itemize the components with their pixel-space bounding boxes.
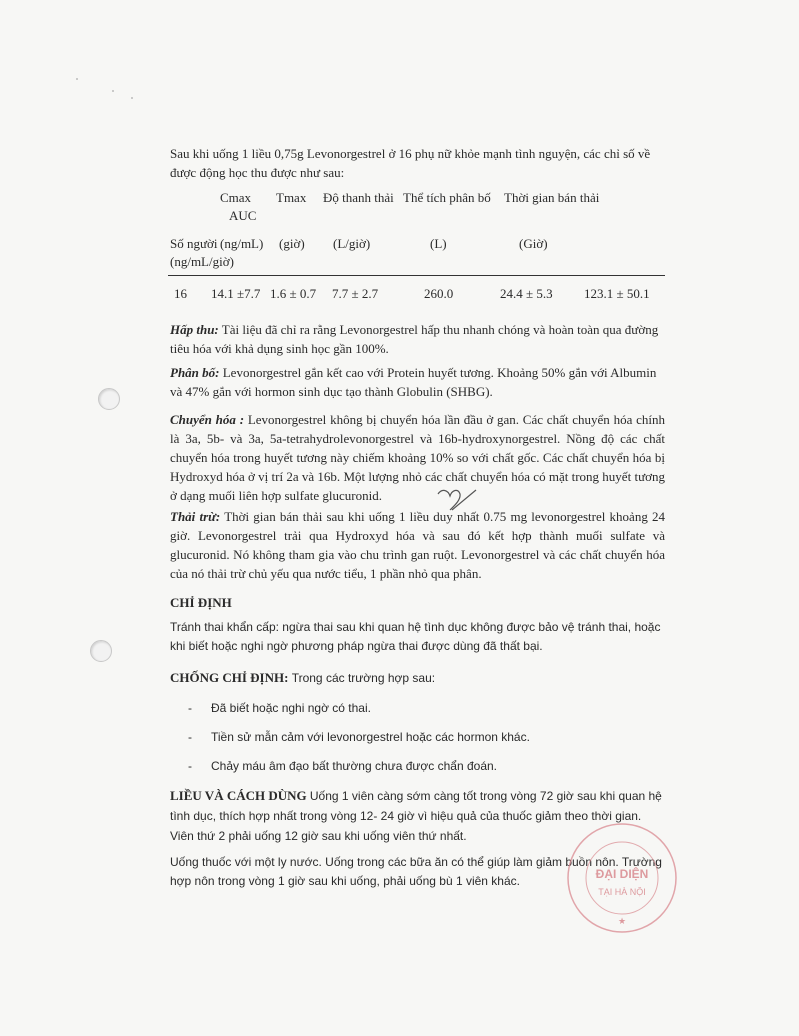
unit-volume: (L) [430,236,447,251]
bullet-marker: - [188,730,192,744]
distribution-text: Levonorgestrel gắn kết cao với Protein huyết tương. Khoảng 50% gắn với Albumin và 47% gắn với hormon sinh dục tạo thành Globulin (SHBG). [170,365,657,399]
header-auc: AUC [229,208,257,223]
office-stamp [556,818,686,936]
absorption-heading: Hấp thu: [170,322,219,337]
punch-hole [98,388,120,410]
contraindication-heading: CHỐNG CHỈ ĐỊNH: [170,670,289,685]
header-tmax: Tmax [276,190,307,205]
stamp-star-icon: ★ [617,917,627,927]
unit-tmax: (giờ) [279,236,305,251]
contraindication-item: Chảy máu âm đạo bất thường chưa được chẩn đoán. [211,759,498,773]
value-clearance: 7.7 ± 2.7 [332,286,379,301]
header-clearance: Độ thanh thải [323,190,394,205]
contraindication-item: Đã biết hoặc nghi ngờ có thai. [211,701,371,715]
value-auc: 123.1 ± 50.1 [584,286,650,301]
elimination-text: Thời gian bán thải sau khi uống 1 liều duy nhất 0.75 mg levonorgestrel khoảng 24 giờ. Levonorgestrel trải qua Hydroxyd hóa và sau đó kết hợp thành muối sulfate và glucuronid. Nó không tham gia vào chu trình gan ruột. Levonorgestrel và các chất chuyển hóa của nó thải trừ chủ yếu qua nước tiểu, 1 phần nhỏ qua phân. [170,509,665,581]
value-volume: 260.0 [424,286,454,301]
metabolism-section [170,410,665,505]
bullet-marker: - [188,759,192,773]
header-volume: Thể tích phân bố [403,190,491,205]
header-subjects: Số người [170,236,218,251]
dosage-heading: LIỀU VÀ CÁCH DÙNG [170,788,307,803]
unit-cmax: (ng/mL) [220,236,264,251]
absorption-section [170,320,665,358]
value-half-life: 24.4 ± 5.3 [500,286,553,301]
elimination-section [170,507,665,583]
unit-clearance: (L/giờ) [333,236,371,251]
distribution-heading: Phân bố: [170,365,220,380]
header-half-life: Thời gian bán thải [504,190,600,205]
dosage-text: Uống 1 viên càng sớm càng tốt trong vòng 72 giờ sau khi quan hệ tình dục, thích hợp nhất trong vòng 12- 24 giờ vì hiệu quả của thuốc giảm theo thời gian. Viên thứ 2 phải uống 12 giờ sau khi uống viên thứ nhất. [170,789,662,843]
unit-half-life: (Giờ) [519,236,548,251]
handwritten-checkmark [432,484,482,522]
elimination-heading: Thải trừ: [170,509,221,524]
table-rule [168,275,665,276]
contraindication-intro: Trong các trường hợp sau: [291,671,436,685]
metabolism-text: Levonorgestrel không bị chuyển hóa lần đầu ở gan. Các chất chuyển hóa chính là 3a, 5b- và 3a, 5a-tetrahydrolevonorgestrel và 16b-hydroxynorgestrel. Nồng độ các chất chuyển hóa trong huyết tương này chiếm khoảng 10% so với chất gốc. Các chất chuyển hóa bị Hydroxyd hóa ở vị trí 2a và 16b. Một lượng nhỏ các chất chuyển hóa có mặt trong huyết tương ở dạng muối liên hợp sulfate glucuronid. [170,412,666,503]
dosage-text-2: Uống thuốc với một ly nước. Uống trong các bữa ăn có thể giúp làm giảm buồn nôn. Trường hợp nôn trong vòng 1 giờ sau khi uống, phải uống bù 1 viên khác. [170,855,662,888]
intro-paragraph: Sau khi uống 1 liều 0,75g Levonorgestrel ở 16 phụ nữ khỏe mạnh tình nguyện, các chỉ số về được động học thu được như sau: [170,146,651,180]
value-cmax: 14.1 ±7.7 [211,286,261,301]
metabolism-heading: Chuyển hóa : [170,412,245,427]
indication-text: Tránh thai khẩn cấp: ngừa thai sau khi quan hệ tình dục không được bảo vệ tránh thai, hoặc khi biết hoặc nghi ngờ phương pháp ngừa thai được dùng đã thất bại. [170,620,661,653]
distribution-section [170,363,665,401]
bullet-marker: - [188,701,192,715]
unit-auc: (ng/mL/giờ) [170,254,234,269]
absorption-text: Tài liệu đã chỉ ra rằng Levonorgestrel hấp thu nhanh chóng và hoàn toàn qua đường tiêu hóa với khả dụng sinh học gần 100%. [170,322,659,356]
value-subjects: 16 [174,286,187,301]
scan-speck [76,78,78,80]
scan-speck [131,97,133,99]
value-tmax: 1.6 ± 0.7 [270,286,317,301]
scan-speck [112,90,114,92]
header-cmax: Cmax [220,190,252,205]
stamp-text-sub: TẠI HÀ NỘI [598,887,646,897]
contraindication-item: Tiền sử mẫn cảm với levonorgestrel hoặc các hormon khác. [211,730,530,744]
stamp-text-main: ĐẠI DIỆN [595,867,649,881]
indication-heading: CHỈ ĐỊNH [170,595,232,610]
contraindication-line [170,668,665,688]
punch-hole [90,640,112,662]
